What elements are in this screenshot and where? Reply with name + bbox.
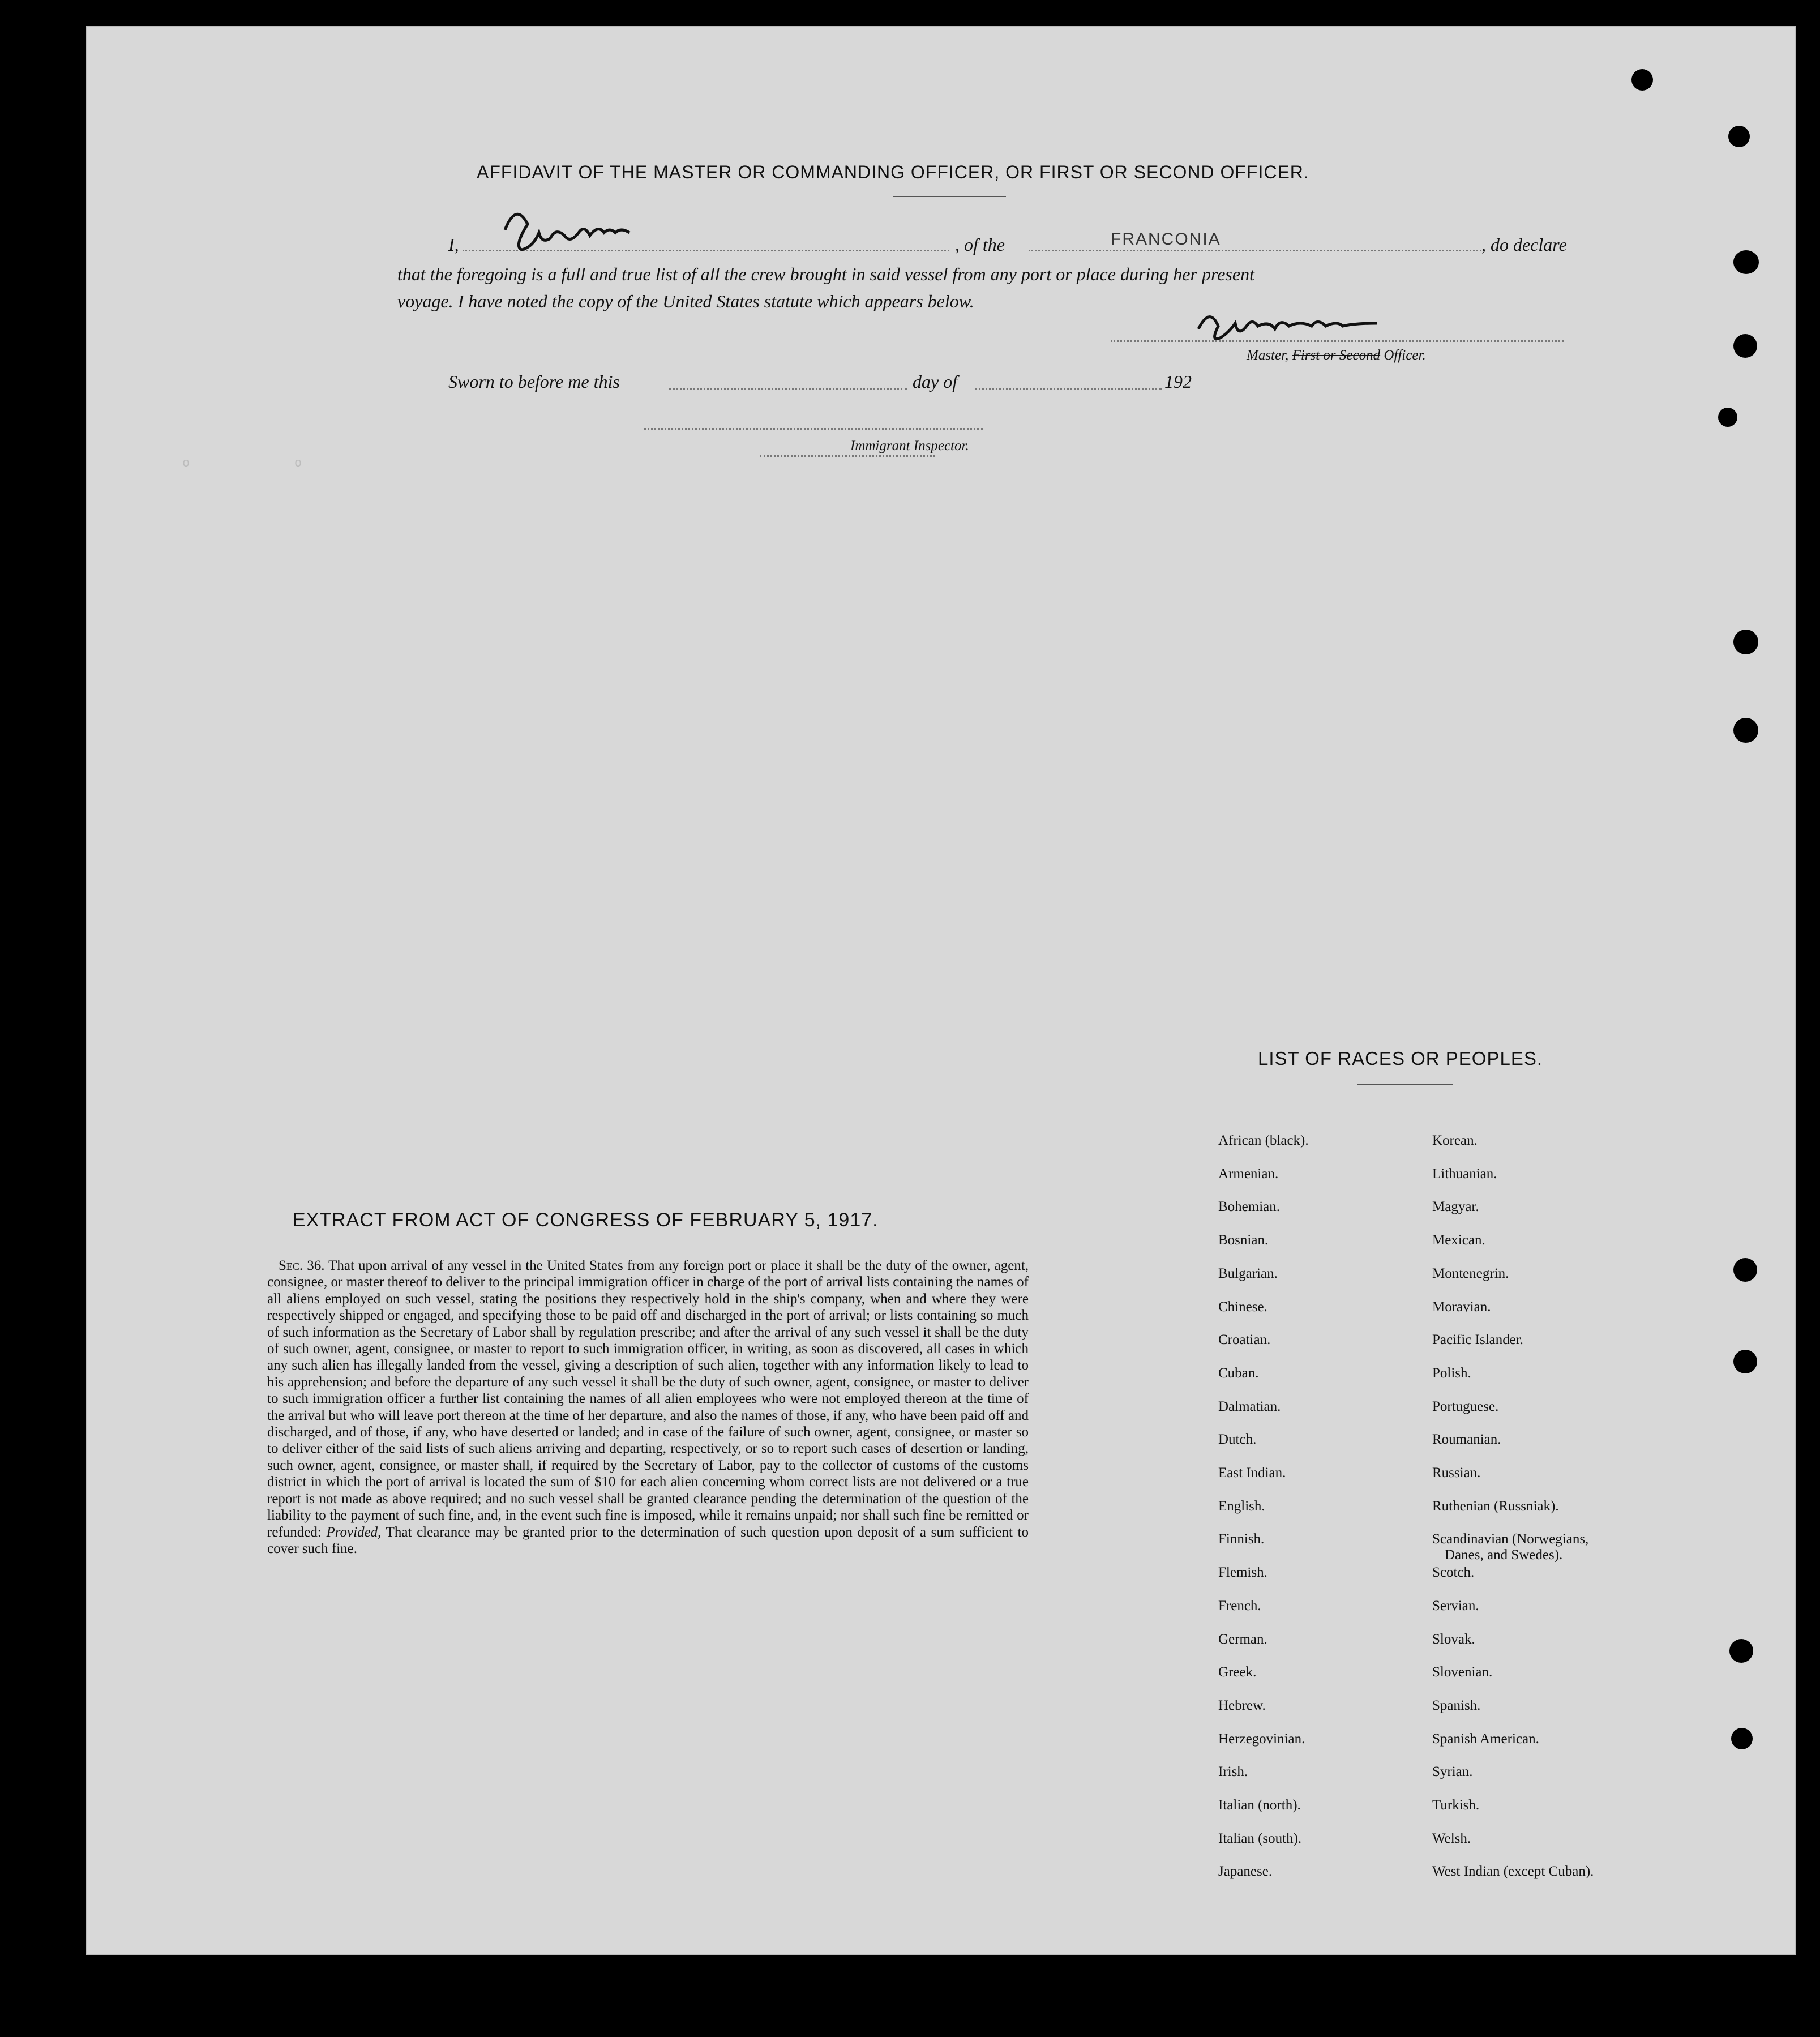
race-item: Spanish American. [1432,1731,1539,1747]
extract-title: EXTRACT FROM ACT OF CONGRESS OF FEBRUARY 5, 1917. [293,1209,879,1231]
race-row [1218,1166,1728,1183]
race-item: Lithuanian. [1432,1166,1497,1182]
race-item: Bosnian. [1218,1233,1269,1248]
races-underline [1357,1084,1453,1085]
race-row [1218,1366,1728,1383]
race-item: Chinese. [1218,1299,1267,1315]
race-item: Montenegrin. [1432,1265,1509,1281]
race-row [1218,1399,1728,1416]
race-row [1218,1731,1728,1748]
race-item: Spanish. [1432,1697,1481,1713]
master-signature [1190,298,1456,349]
race-row [1218,1332,1728,1349]
race-item: Bohemian. [1218,1199,1281,1215]
race-item: French. [1218,1598,1261,1614]
race-row [1218,1432,1728,1449]
punch-hole [1731,1728,1753,1749]
race-item: Cuban. [1218,1365,1259,1381]
race-row [1218,1864,1728,1881]
race-item: Syrian. [1432,1764,1473,1780]
race-item: Russian. [1432,1465,1481,1480]
race-item: Hebrew. [1218,1697,1266,1713]
race-row [1218,1531,1728,1563]
race-item: Mexican. [1432,1233,1485,1248]
sworn-month-line [975,388,1162,390]
punch-hole [1733,630,1758,654]
extract-text [267,1257,1029,1557]
extract-sec-label: Sec. 36. [279,1258,325,1273]
signer-role [1247,348,1426,363]
inspector-line [644,428,983,430]
race-item: Bulgarian. [1218,1265,1278,1281]
extract-provided: Provided, [326,1524,382,1540]
race-row [1218,1798,1728,1815]
document-page: o o AFFIDAVIT OF THE MASTER OR COMMANDING OFFICER, OR FIRST OR SECOND OFFICER. I, , of the FRANCONIA , do declare that the foregoing is a full and true list of all the crew brought in said vessel from any port or place during her present voyage. I have noted the copy of the United States statute which appears below. Master, First or Second Officer. Sworn to before me this day of 192 Immigrant Inspector. EXTRACT FROM ACT OF CONGRESS OF FEBRUARY 5, 1917. Sec. 36. That upon arrival of any vessel in the United States from any foreign port or place it shall be the duty of the owner, agent, consignee, or master thereof to deliver to the principal immigration officer in charge of the port of arrival lists containing the names of all aliens employed on such vessel, stating the positions they respectively hold in the ship's company, when and where they were respectively shipped or engaged, and specifying those to be paid off and discharged in the port of arrival; or lists containing so much of such information as the Secretary of Labor shall by regulation prescribe; and after the arrival of any such vessel it shall be the duty of such owner, agent, consignee, or master to report to such immigration officer, in writing, as soon as discovered, all cases in which any such alien has illegally landed from the vessel, giving a description of such alien, together with any information likely to lead to his apprehension; and before the departure of any such vessel it shall be the duty of such owner, agent, consignee, or master to deliver to such immigration officer a further list containing the names of all alien employees who were not employed thereon at the time of the arrival but who will leave port thereon at the time of her departure, and also the names of those, if any, who have been paid off and discharged, and of those, if any, who have deserted or landed; and in case of the failure of such owner, agent, consignee, or master so to deliver either of the said lists of such aliens arriving and departing, respectively, or so to report such cases of desertion or landing, such owner, agent, consignee, or master shall, if required by the Secretary of Labor, pay to the collector of customs of the customs district in which the port of arrival is located the sum of $10 for each alien concerning whom correct lists are not delivered or a true report is not made as above required; and no such vessel shall be granted clearance pending the determination of the question of the liability to the payment of such fine, and, in the event such fine is imposed, while it remains unpaid; nor shall such fine be remitted or refunded: Provided, That clearance may be granted prior to the determination of such question upon deposit of a sum sufficient to cover such fine. LIST OF RACES OR PEOPLES. African (black). Korean. Armenian. Lithuanian. Bohemian. Magyar. Bosnian. Mexican. Bulgarian. Montenegrin. Chinese. Moravian. Croatian. Pacific Islander. Cuban. Polish. Dalmatian. Portuguese. Dutch. Roumanian. East Indian. Russian. English. Ruthenian (Russniak). Finnish. Scandinavian (Norwegians, Danes, and Swedes). Flemish. Scotch. French. Servian. German. Slovak. Greek. Slovenian. Hebrew. Spanish. Herzegovinian. Spanish American. Irish. Syrian. Italian (north). Turkish. Italian (south). Welsh. Japanese. West Indian (except Cuban). [86,26,1796,1955]
inspector-label: Immigrant Inspector. [850,438,969,453]
punch-hole [1733,250,1759,274]
punch-hole [1729,1639,1753,1663]
race-item: Dutch. [1218,1432,1257,1448]
race-item: West Indian (except Cuban). [1432,1864,1594,1880]
punch-hole [1733,1350,1757,1373]
race-row [1218,1598,1728,1615]
punch-hole [1631,69,1653,91]
race-row [1218,1266,1728,1283]
race-item: East Indian. [1218,1465,1286,1480]
punch-hole [1733,1258,1757,1282]
race-item: Ruthenian (Russniak). [1432,1498,1559,1514]
name-signature [488,196,658,258]
race-row [1218,1199,1728,1216]
race-item: Italian (north). [1218,1798,1301,1813]
race-item: Portuguese. [1432,1398,1499,1414]
race-item: Greek. [1218,1664,1257,1680]
race-item: Slovak. [1432,1631,1475,1647]
race-item: Italian (south). [1218,1830,1302,1846]
race-item: Scandinavian (Norwegians, [1432,1531,1589,1547]
race-item: Welsh. [1432,1830,1471,1846]
race-row [1218,1698,1728,1715]
race-item: Pacific Islander. [1432,1332,1524,1348]
race-item-continuation: Danes, and Swedes). [1445,1547,1563,1563]
title-underline [893,196,1006,197]
race-row [1218,1233,1728,1249]
race-item: Moravian. [1432,1299,1491,1315]
punch-hole [1718,408,1737,427]
race-item: Dalmatian. [1218,1398,1281,1414]
race-row [1218,1664,1728,1681]
affidavit-body-line1: that the foregoing is a full and true list of all the crew brought in said vessel from any port or place during her present [397,264,1254,284]
race-item: Turkish. [1432,1798,1480,1813]
signer-role-officer: Officer. [1384,348,1426,363]
year-label: 192 [1164,371,1192,392]
race-row [1218,1299,1728,1316]
races-title: LIST OF RACES OR PEOPLES. [1258,1048,1543,1069]
sworn-day-line [669,388,907,390]
race-row [1218,1565,1728,1582]
race-item: Servian. [1432,1598,1479,1614]
do-declare-label: , do declare [1481,234,1567,255]
race-item: Flemish. [1218,1565,1267,1581]
race-item: Slovenian. [1432,1664,1493,1680]
extract-text-part1: That upon arrival of any vessel in the United States from any foreign port or place it shall be the duty of the owner, agent, consignee, or master thereof to deliver to the principal immigration officer in charge of the port of arrival lists containing the names of all aliens employed on such vessel, stating the positions they respectively hold in the ship's company, when and where they were respectively shipped or engaged, and specifying those to be paid off and discharged in the port of arrival; or lists containing so much of such information as the Secretary of Labor shall by regulation prescribe; and after the arrival of any such vessel it shall be the duty of such owner, agent, consignee, or master to report to such immigration officer, in writing, as soon as discovered, all cases in which any such alien has illegally landed from the vessel, giving a description of such alien, together with any information likely to lead to his apprehension; and before the departure of any such vessel it shall be the duty of such owner, agent, consignee, or master to deliver to such immigration officer a further list containing the names of all alien employees who were not employed thereon at the time of the arrival but who will leave port thereon at the time of her departure, and also the names of those, if any, who have been paid off and discharged, and of those, if any, who have deserted or landed; and in case of the failure of such owner, agent, consignee, or master so to deliver either of the said lists of such aliens arriving and departing, respectively, or so to report such cases of desertion or landing, such owner, agent, consignee, or master shall, if required by the Secretary of Labor, pay to the collector of customs of the customs district in which the port of arrival is located the sum of $10 for each alien concerning whom correct lists are not delivered or a true report is not made as above required; and no such vessel shall be granted clearance pending the determination of the question of the liability to the payment of such fine, and, in the event such fine is imposed, while it remains unpaid; nor shall such fine be remitted or refunded: [267,1258,1029,1540]
race-row [1218,1499,1728,1516]
punch-hole [1733,718,1758,743]
race-item: Finnish. [1218,1531,1265,1547]
race-item: African (black). [1218,1133,1309,1148]
race-row [1218,1831,1728,1848]
extract-text-part2: That clearance may be granted prior to the determination of such question upon deposit of a sum sufficient to cover such fine. [267,1524,1029,1556]
race-item: Scotch. [1432,1565,1475,1581]
race-item: Magyar. [1432,1199,1479,1215]
i-label: I, [448,234,459,255]
race-item: English. [1218,1498,1265,1514]
race-item: Korean. [1432,1133,1478,1148]
race-item: German. [1218,1631,1267,1647]
vessel-name: FRANCONIA [1111,230,1221,249]
affidavit-body-line2: voyage. I have noted the copy of the United States statute which appears below. [397,291,974,311]
signer-role-struck: First or Second [1292,348,1381,363]
race-row [1218,1465,1728,1482]
race-item: Japanese. [1218,1864,1273,1880]
race-row [1218,1764,1728,1781]
race-row [1218,1133,1728,1150]
signer-role-master: Master, [1247,348,1289,363]
of-the-label: , of the [955,234,1005,255]
race-item: Roumanian. [1432,1432,1501,1448]
punch-hole [1728,126,1750,147]
race-item: Polish. [1432,1365,1471,1381]
day-of-label: day of [913,371,958,392]
race-item: Croatian. [1218,1332,1271,1348]
vessel-line [1029,250,1481,251]
race-item: Irish. [1218,1764,1248,1780]
inspector-line-2 [760,455,935,457]
race-item: Herzegovinian. [1218,1731,1305,1747]
race-row [1218,1632,1728,1649]
punch-hole [1733,334,1757,358]
race-item: Armenian. [1218,1166,1279,1182]
sworn-label: Sworn to before me this [448,371,620,392]
affidavit-title: AFFIDAVIT OF THE MASTER OR COMMANDING OFFICER, OR FIRST OR SECOND OFFICER. [477,162,1309,182]
